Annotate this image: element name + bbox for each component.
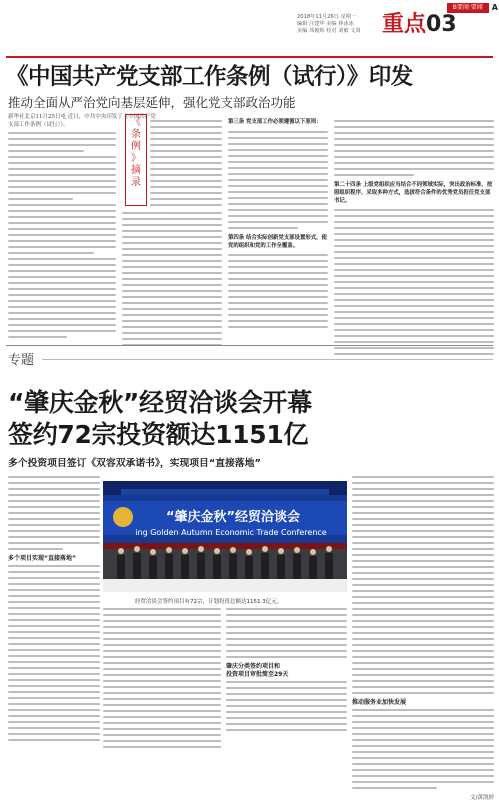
section-divider (6, 345, 493, 346)
article-credit: 文/黄凯婷 (470, 795, 494, 801)
photo-banner-english: ing Golden Autumn Economic Trade Conference (135, 528, 327, 537)
photo-banner-title: “肇庆金秋”经贸洽谈会 (165, 510, 301, 525)
article2-headline-line-2: 签约72宗投资额达1151亿 (8, 420, 309, 449)
excerpt-section-title-3: 第二十四条 上级党组织应当结合不同领域实际，突出政治标准，按照组织程序，采取多种方式，选拔符合条件的优秀党员担任党支部书记。 (334, 182, 493, 204)
page-number: 03 (426, 12, 457, 37)
excerpt-vertical-label: 《 条 例 》 摘 录 (125, 114, 147, 206)
event-photo-art (103, 481, 347, 592)
topic-label: 专题 (8, 353, 35, 368)
article2-subsection-1: 多个项目实现“直接落地” (8, 555, 76, 562)
excerpt-column-2 (334, 118, 494, 357)
page-letter: A (491, 3, 498, 12)
editor-line: 编辑 汪建华 美编 林冰冰 (297, 21, 354, 27)
issue-meta (297, 14, 372, 35)
page-title: 重点03 (382, 12, 457, 37)
article2-column-1 (8, 474, 100, 743)
article2-headline-line-1: “肇庆金秋”经贸洽谈会开幕 (8, 388, 312, 417)
page-header-tag (330, 3, 498, 12)
excerpt-section-title: 第三条 党支部工作必须遵循以下原则： (228, 119, 322, 125)
photo-caption: 经贸洽谈会签约项目有72宗，计划投资总额达1151.3亿元。 (135, 599, 283, 605)
article1-column-2-top (150, 118, 222, 208)
article2-subsection-3: 肇庆分类签约项目和 (226, 663, 281, 670)
article1-column-2 (122, 210, 222, 348)
header-divider (6, 56, 493, 58)
article2-column-3 (226, 606, 347, 733)
event-photo (103, 481, 347, 592)
article1-headline: 《中国共产党支部工作条例（试行）》印发 (6, 64, 413, 90)
article2-subsection-2: 推动服务业加快发展 (352, 699, 407, 706)
article2-subsection-4: 投资项目审批简至29天 (226, 671, 289, 678)
issue-date: 2018年11月26日 星期一 (297, 14, 357, 20)
excerpt-column-1 (228, 118, 328, 330)
section-tag: B要闻·要闻 (447, 3, 489, 13)
article1-subhead: 推动全面从严治党向基层延伸，强化党支部政治功能 (8, 95, 296, 110)
article2-subhead: 多个投资项目签订《双容双承诺书》，实现项目“直接落地” (8, 458, 261, 469)
article1-byline: 新华社北京11月25日电 近日，中共中央印发了《中国共产党支部工作条例（试行）》。 (8, 114, 156, 128)
article1-column-1 (8, 130, 116, 340)
topic-rule (42, 359, 493, 360)
article2-column-4 (352, 474, 494, 801)
article2-column-2 (103, 606, 221, 750)
excerpt-section-title-2: 第四条 结合实际创新党支部设置形式，使党的组织和党的工作全覆盖。 (228, 235, 327, 249)
article2-headline (8, 387, 312, 451)
proof-line: 美编 邓俊辉 校对 刘敏 文贤 (297, 28, 361, 34)
